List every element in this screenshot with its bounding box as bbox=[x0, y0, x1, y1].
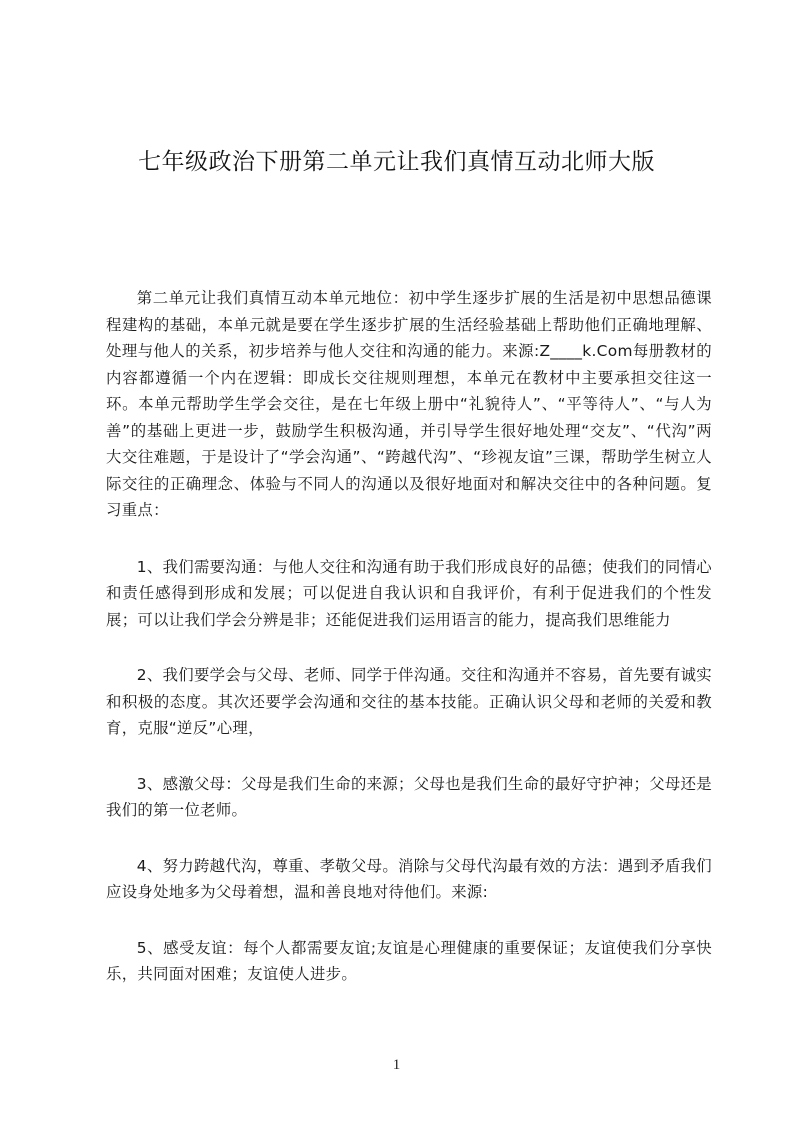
point-paragraph-3: 3、感激父母：父母是我们生命的来源；父母也是我们生命的最好守护神；父母还是我们的第一位老师。 bbox=[106, 774, 712, 819]
point-paragraph-2: 2、我们要学会与父母、老师、同学于伴沟通。交往和沟通并不容易，首先要有诚实和积极的态度。其次还要学会沟通和交往的基本技能。正确认识父母和老师的关爱和教育，克服“逆反”心理， bbox=[106, 666, 712, 737]
point-paragraph-5: 5、感受友谊：每个人都需要友谊;友谊是心理健康的重要保证；友谊使我们分享快乐，共同面对困难；友谊使人进步。 bbox=[106, 938, 712, 983]
point-paragraph-4: 4、努力跨越代沟，尊重、孝敬父母。消除与父母代沟最有效的方法：遇到矛盾我们应设身处地多为父母着想，温和善良地对待他们。来源: bbox=[106, 856, 712, 901]
document-title: 七年级政治下册第二单元让我们真情互动北师大版 bbox=[138, 149, 655, 175]
intro-paragraph: 第二单元让我们真情互动本单元地位：初中学生逐步扩展的生活是初中思想品德课程建构的基础，本单元就是要在学生逐步扩展的生活经验基础上帮助他们正确地理解、处理与他人的关系，初步培养与他人交往和沟通的能力。来源:Z____k.Com每册教材的内容都遵循一个内在逻辑：即成长交往规则理想，本单元在教材中主要承担交往这一环。本单元帮助学生学会交往，是在七年级上册中“礼貌待人”、“平等待人”、“与人为善”的基础上更进一步，鼓励学生积极沟通，并引导学生很好地处理“交友”、“代沟”两大交往难题，于是设计了“学会沟通”、“跨越代沟”、“珍视友谊”三课，帮助学生树立人际交往的正确理念、体验与不同人的沟通以及很好地面对和解决交往中的各种问题。复习重点： bbox=[106, 289, 712, 519]
point-paragraph-1: 1、我们需要沟通：与他人交往和沟通有助于我们形成良好的品德；使我们的同情心和责任感得到形成和发展；可以促进自我认识和自我评价，有利于促进我们的个性发展；可以让我们学会分辨是非；还能促进我们运用语言的能力，提高我们思维能力 bbox=[106, 557, 712, 629]
page-number: 1 bbox=[392, 1057, 401, 1073]
document-body bbox=[106, 285, 712, 1017]
